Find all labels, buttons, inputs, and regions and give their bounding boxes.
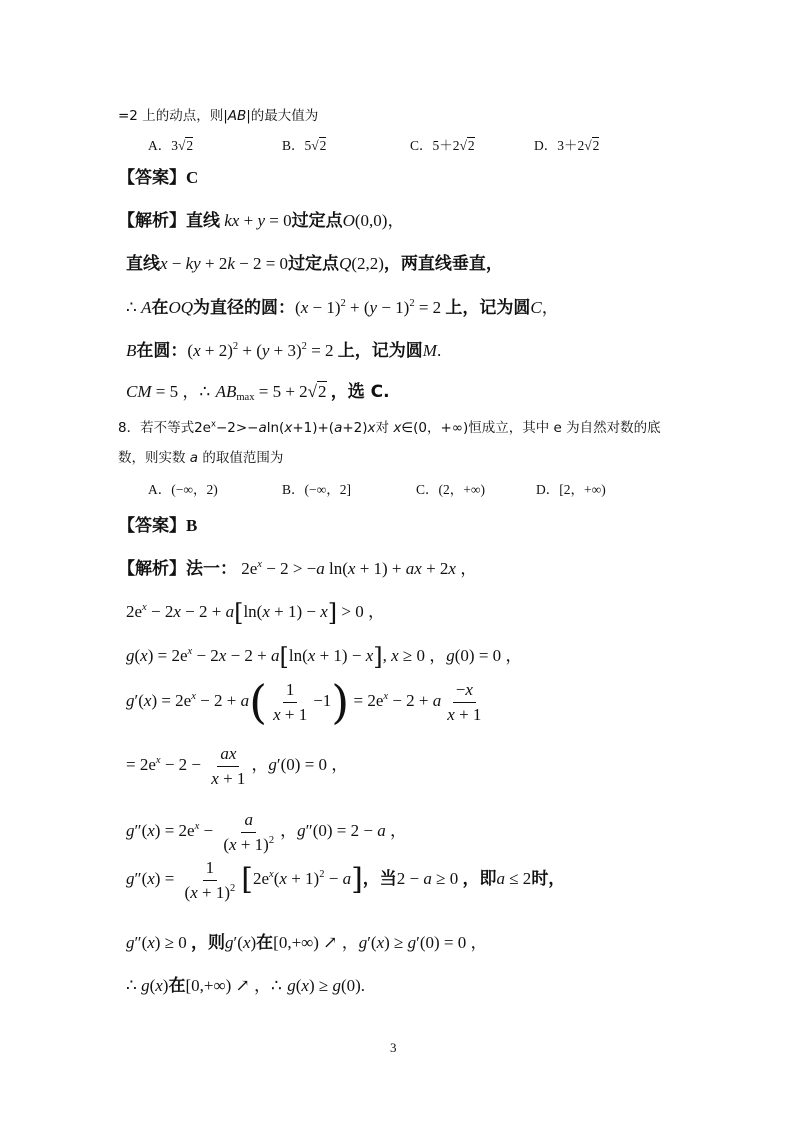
- q7-analysis-line4: B在圆：$(x + 2)^2 + (y + 3)^2 = 2$ 上，记为圆M.: [126, 341, 442, 361]
- q8-analysis-label: 【解析】: [118, 559, 186, 579]
- q7-analysis-label: 【解析】: [118, 211, 186, 231]
- q7-answer: [118, 163, 198, 188]
- q8-analysis-line7: g″(x) = $\frac{1}{(x + 1)^2}$ $[2e^x(x + 1)^2 - a]$，当2 − a ≥ 0 ，即a ≤ 2时，: [126, 858, 566, 902]
- text: 上，记为圆: [445, 298, 531, 318]
- q7-analysis-line5: CM = 5 ，∴ $AB_{max} = 5 + 2√2$ ，选 C.: [126, 382, 390, 404]
- text: 时，: [531, 868, 566, 889]
- q7-option-d: D．3＋2√2: [534, 138, 600, 153]
- text: 在: [256, 933, 274, 953]
- q7-analysis-line3: ∴ A在OQ为直径的圆：$(x - 1)^2 + (y - 1)^2 = 2$ 上，记为圆C，: [126, 298, 559, 318]
- text: ，: [387, 211, 405, 231]
- text: 在: [168, 976, 186, 996]
- q7-stem: =2 上的动点，则|AB|的最大值为: [118, 108, 319, 124]
- q7-option-b: B．5√2: [282, 138, 327, 153]
- q8-answer: [118, 511, 197, 536]
- q8-stem-line1: 8．若不等式$2e^x-2>-aln(x+1)+(a+2)x$对 x∈(0，+∞)恒成立，其中 e 为自然对数的底: [118, 418, 661, 436]
- q8-option-c: C．(2，+∞): [416, 482, 485, 497]
- q7-analysis-line1: 【解析】直线 kx + y = 0过定点O(0,0)，: [118, 211, 405, 231]
- q7-option-c: C．5＋2√2: [410, 138, 475, 153]
- q8-answer-value: B: [186, 516, 198, 535]
- text: .: [436, 341, 442, 360]
- q8-analysis-line9: ∴ g(x)在[0,+∞) ↗ ，∴ g(x) ≥ g(0).: [126, 976, 366, 996]
- q8-option-d: D．[2，+∞): [536, 482, 606, 497]
- q7-option-a: A．3√2: [148, 138, 194, 153]
- q8-stem-line2: 数，则实数 a 的取值范围为: [118, 450, 284, 466]
- q7-answer-label: 【答案】: [118, 168, 186, 188]
- text: ，两直线垂直，: [383, 254, 503, 274]
- q8-analysis-line2: $2e^x - 2x - 2 + a[\ln(x + 1) - x] > 0$ ，: [126, 599, 385, 628]
- method-label: 法一：: [186, 559, 237, 579]
- q8-analysis-line1: 【解析】法一： $2e^x - 2 > -a$ ln(x + 1) + ax + 2x ，: [118, 559, 478, 579]
- text: ，: [541, 298, 559, 318]
- q8-answer-label: 【答案】: [118, 516, 186, 536]
- text: 过定点: [291, 211, 343, 231]
- text: ，选 C.: [330, 382, 390, 402]
- text: 过定点: [288, 254, 340, 274]
- text: 在: [151, 298, 169, 318]
- q8-analysis-line8: g″(x) ≥ 0 ，则g′(x)在[0,+∞) ↗ ，g′(x) ≥ g′(0) = 0 ，: [126, 933, 488, 953]
- text: 直线: [126, 254, 160, 274]
- page-number: 3: [390, 1040, 397, 1055]
- text: 在圆：: [136, 341, 188, 361]
- subscript: max: [236, 392, 255, 404]
- text: ，即: [462, 868, 497, 889]
- text: .: [360, 976, 366, 995]
- q7-answer-value: C: [186, 168, 199, 187]
- text: 为直径的圆：: [193, 298, 296, 318]
- q7-analysis-line2: 直线x − ky + 2k − 2 = 0过定点Q(2,2)，两直线垂直，: [126, 254, 503, 274]
- q8-option-b: B．(−∞，2]: [282, 482, 351, 497]
- q8-analysis-line4: $g'(x) = 2e^x - 2 + a$( $\frac{1}{x + 1}$ $-1) = 2e^x - 2 + a$ $\frac{-x}{x + 1}$: [126, 675, 482, 730]
- q8-analysis-line6: $g''(x) = 2e^x$ − $\frac{a}{(x + 1)^2}$ ，g″(0) = 2 − a ，: [126, 810, 407, 854]
- q8-analysis-line3: $g(x) = 2e^x - 2x - 2 + a[\ln(x + 1) - x]$, x ≥ 0 ，g(0) = 0 ，: [126, 643, 523, 672]
- q8-analysis-line5: = $2e^x - 2$ − $\frac{ax}{x + 1}$ ，g′(0) = 0 ，: [126, 744, 349, 788]
- text: ，则: [191, 933, 226, 953]
- q8-option-a: A．(−∞，2): [148, 482, 218, 497]
- text: ，当: [362, 868, 397, 889]
- text: 直线: [186, 211, 220, 231]
- text: 上，记为圆: [337, 341, 423, 361]
